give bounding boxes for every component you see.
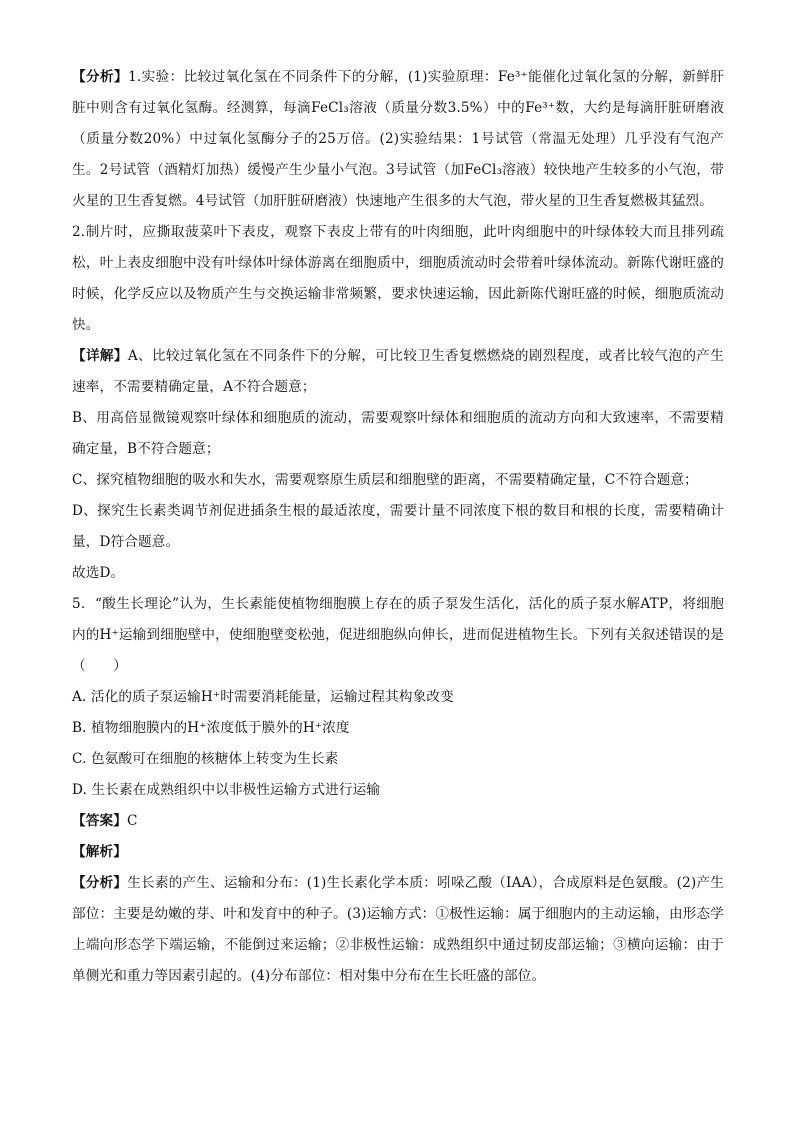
detail-a: A、比较过氧化氢在不同条件下的分解，可比较卫生香复燃燃烧的剧烈程度，或者比较气泡的产生速率，不需要精确定量，A不符合题意；: [72, 348, 724, 395]
option-d: D. 生长素在成熟组织中以非极性运输方式进行运输: [72, 782, 381, 798]
option-b: B. 植物细胞膜内的H⁺浓度低于膜外的H⁺浓度: [72, 720, 350, 736]
detail-label: 【详解】: [72, 348, 128, 364]
q5-analysis-paragraph: [72, 868, 724, 992]
analysis-paragraph-1: [72, 62, 724, 217]
option-c: C. 色氨酸可在细胞的核糖体上转变为生长素: [72, 751, 339, 767]
document-page: [72, 62, 724, 992]
question-5-stem: 5．“酸生长理论”认为，生长素能使植物细胞膜上存在的质子泵发生活化，活化的质子泵水解ATP，将细胞内的H⁺运输到细胞壁中，使细胞壁变松弛，促进细胞纵向伸长，进而促进植物生长。下列有关叙述错误的是（ ）: [72, 596, 724, 674]
detail-c: C、探究植物细胞的吸水和失水，需要观察原生质层和细胞壁的距离，不需要精确定量，C不符合题意；: [72, 472, 698, 488]
detail-d: D、探究生长素类调节剂促进插条生根的最适浓度，需要计量不同浓度下根的数目和根的长度，需要精确计量，D符合题意。: [72, 503, 724, 550]
q5-analysis-label: 【分析】: [72, 875, 128, 891]
q5-analysis-text: 生长素的产生、运输和分布：(1)生长素化学本质：吲哚乙酸（IAA），合成原料是色氨酸。(2)产生部位：主要是幼嫩的芽、叶和发育中的种子。(3)运输方式：①极性运输：属于细胞内的主动运输，由形态学上端向形态学下端运输，不能倒过来运输；②非极性运输：成熟组织中通过韧皮部运输；③横向运输：由于单侧光和重力等因素引起的。(4)分布部位：相对集中分布在生长旺盛的部位。: [72, 875, 724, 984]
analysis-text-2: 2.制片时，应撕取菠菜叶下表皮，观察下表皮上带有的叶肉细胞，此叶肉细胞中的叶绿体较大而且排列疏松，叶上表皮细胞中没有叶绿体叶绿体游离在细胞质中，细胞质流动时会带着叶绿体流动。新陈代谢旺盛的时候，化学反应以及物质产生与交换运输非常频繁，要求快速运输，因此新陈代谢旺盛的时候，细胞质流动快。: [72, 224, 724, 333]
detail-paragraph-a: [72, 341, 724, 403]
analysis-text-1: 1.实验：比较过氧化氢在不同条件下的分解，(1)实验原理：Fe³⁺能催化过氧化氢的分解，新鲜肝脏中则含有过氧化氢酶。经测算，每滴FeCl₃溶液（质量分数3.5%）中的Fe³⁺数，大约是每滴肝脏研磨液（质量分数20%）中过氧化氢酶分子的25万倍。(2)实验结果：1号试管（常温无处理）几乎没有气泡产生。2号试管（酒精灯加热）缓慢产生少量小气泡。3号试管（加FeCl₃溶液）较快地产生较多的小气泡，带火星的卫生香复燃。4号试管（加肝脏研磨液）快速地产生很多的大气泡，带火星的卫生香复燃极其猛烈。: [72, 69, 724, 209]
answer-label: 【答案】: [72, 813, 127, 829]
option-a: A. 活化的质子泵运输H⁺时需要消耗能量，运输过程其构象改变: [72, 689, 454, 705]
detail-conclusion: 故选D。: [72, 565, 125, 581]
detail-b: B、用高倍显微镜观察叶绿体和细胞质的流动，需要观察叶绿体和细胞质的流动方向和大致速率，不需要精确定量，B不符合题意；: [72, 410, 724, 457]
answer-value: C: [126, 813, 138, 829]
explanation-label: 【解析】: [72, 844, 127, 860]
answer-line: [72, 806, 724, 837]
analysis-paragraph-2: [72, 217, 724, 341]
explanation-heading: [72, 837, 724, 868]
analysis-label: 【分析】: [72, 69, 129, 85]
